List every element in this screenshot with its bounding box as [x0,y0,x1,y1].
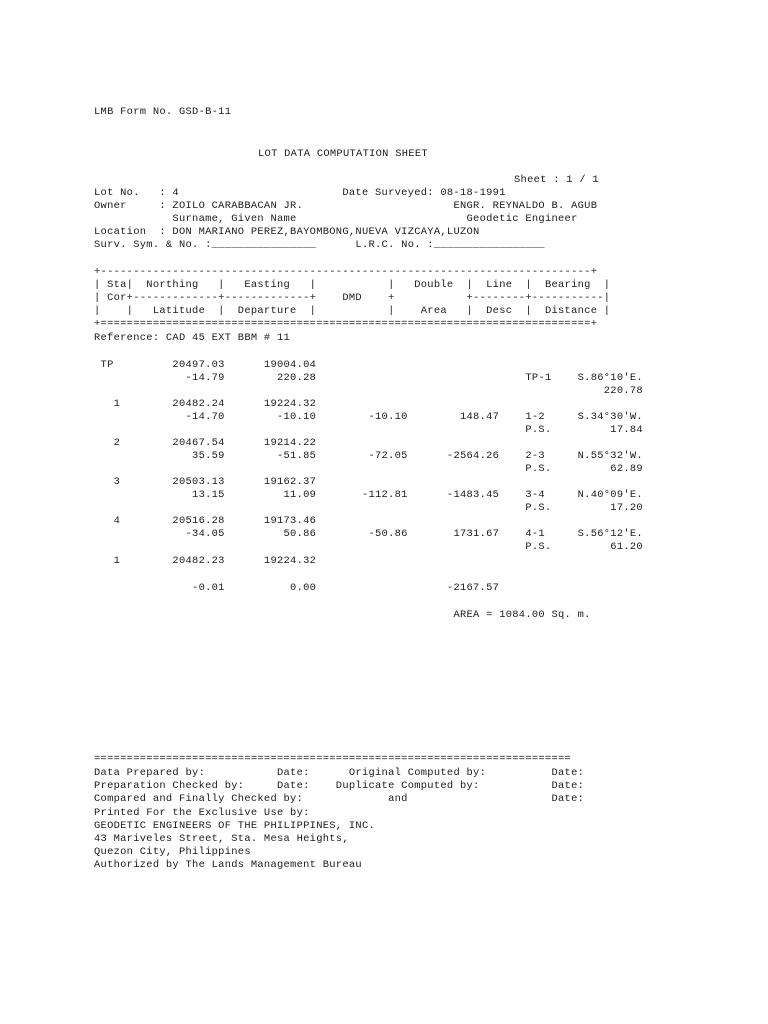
footer-line: Data Prepared by: Date: Original Computed by: Date: [94,767,585,779]
sheet-title: LOT DATA COMPUTATION SHEET [258,148,428,160]
table-header-row-2: | Cor+-------------+-------------+ DMD + +--------+-----------| [94,292,611,304]
table-row: 1 20482.23 19224.32 [94,555,317,567]
table-row: 220.78 [94,385,643,397]
table-row: -14.79 220.28 TP-1 S.86°10'E. [94,372,643,384]
footer-rule: ========================================================================= [94,753,572,765]
table-row: 3 20503.13 19162.37 [94,476,317,488]
table-rule-bottom: +===========================================================================+ [94,318,598,330]
table-row: 1 20482.24 19224.32 [94,398,317,410]
footer-line: 43 Mariveles Street, Sta. Mesa Heights, [94,833,349,845]
reference-line: Reference: CAD 45 EXT BBM # 11 [94,332,291,344]
table-row: P.S. 17.84 [94,424,643,436]
sheet-number: Sheet : 1 / 1 [514,174,599,186]
footer-line: Quezon City, Philippines [94,846,251,858]
totals-row: -0.01 0.00 -2167.57 [94,582,500,594]
owner-line: Owner : ZOILO CARABBACAN JR. ENGR. REYNALDO B. AGUB [94,200,598,212]
table-row: TP 20497.03 19004.04 [94,359,317,371]
form-number: LMB Form No. GSD-B-11 [94,106,232,118]
table-header-row-3: | | Latitude | Departure | | Area | Desc | Distance | [94,305,611,317]
table-row: 2 20467.54 19214.22 [94,437,317,449]
area-total: AREA = 1084.00 Sq. m. [94,609,591,621]
footer-line: Authorized by The Lands Management Bureau [94,859,362,871]
table-row: -14.70 -10.10 -10.10 148.47 1-2 S.34°30'W. [94,411,643,423]
table-row: P.S. 17.20 [94,502,643,514]
table-row: -34.05 50.86 -50.86 1731.67 4-1 S.56°12'E. [94,528,643,540]
table-rule-top: +---------------------------------------------------------------------------+ [94,266,598,278]
footer-line: Preparation Checked by: Date: Duplicate Computed by: Date: [94,780,585,792]
footer-line: Printed For the Exclusive Use by: [94,807,310,819]
table-row: 13.15 11.09 -112.81 -1483.45 3-4 N.40°09'E. [94,489,643,501]
table-row: 4 20516.28 19173.46 [94,515,317,527]
footer-line: Compared and Finally Checked by: and Date: [94,793,585,805]
location-line: Location : DON MARIANO PEREZ,BAYOMBONG,NUEVA VIZCAYA,LUZON [94,226,480,238]
lot-line: Lot No. : 4 Date Surveyed: 08-18-1991 [94,187,506,199]
survey-symbol-line: Surv. Sym. & No. :________________ L.R.C. No. :_________________ [94,239,545,251]
table-header-row-1: | Sta| Northing | Easting | | Double | Line | Bearing | [94,279,611,291]
footer-line: GEODETIC ENGINEERS OF THE PHILIPPINES, INC. [94,820,376,832]
owner-subcaption-line: Surname, Given Name Geodetic Engineer [94,213,578,225]
table-row: P.S. 61.20 [94,541,643,553]
table-row: 35.59 -51.85 -72.05 -2564.26 2-3 N.55°32'W. [94,450,643,462]
table-row: P.S. 62.89 [94,463,643,475]
